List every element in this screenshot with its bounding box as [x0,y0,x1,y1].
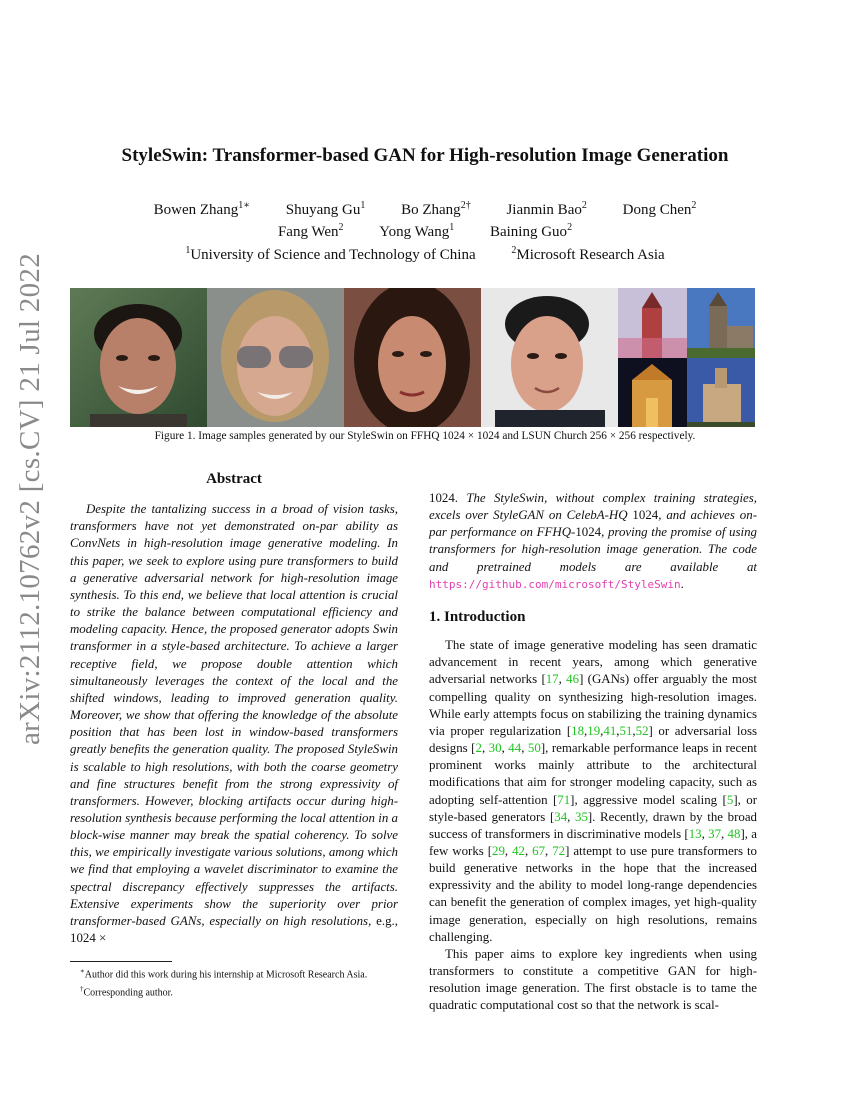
citation-link[interactable]: 5 [726,792,734,807]
citation-link[interactable]: 50 [527,741,541,756]
citation-link[interactable]: 13 [688,826,702,841]
citation-link[interactable]: 18 [571,723,585,738]
figure-1-image-strip [70,288,757,427]
affiliations [0,245,850,264]
church-sample-2 [687,288,756,358]
citation-link[interactable]: 29 [492,843,505,858]
author: Fang Wen$^2$ [277,222,344,240]
generated-face-3 [344,288,481,427]
citation-link[interactable]: 35 [575,809,588,824]
church-sample-1 [618,288,687,358]
generated-face-2 [207,288,344,427]
generated-face-1 [70,288,207,427]
intro-paragraph-1: The state of image generative modeling has seen dramatic advancement in recent years, among which generative adversarial networks [17, 46] (GANs) offer arguably the most compelling quality on synthesizing high-resolution images. While early attempts focus on stabilizing the training dynamics via proper regularization [18,19,41,51,52] or adversarial loss designs [2, 30, 44, 50], remarkable performance leaps in recent prominent works mainly attribute to the architectural modifications that aim for stronger modeling capacity, such as adopting self-attention [71], aggressive model scaling [5], or style-based generators [34, 35]. Recently, drawn by the broad success of transformers in discriminative models [13, 37, 48], a few works [29, 42, 67, 72] attempt to use pure transformers to build generative networks in the hope that the increased expressivity and the ability to model long-range dependencies can benefit the generation of complex images, yet high-quality image generation, especially on high resolutions, remains challenging. [429,638,757,944]
intro-paragraph-2: This paper aims to explore key ingredients when using transformers to constitute a competitive GAN for high-resolution image generation. The first obstacle is to tame the quadratic computational cost so that the network is scal- [429,946,757,1013]
author: Yong Wang$^1$ [379,222,455,240]
author: Bowen Zhang$^{1∗}$ [153,200,251,218]
citation-link[interactable]: 30 [488,741,502,756]
citation-link[interactable]: 37 [708,826,722,841]
citation-link[interactable]: 44 [508,741,522,756]
intro-heading: 1. Introduction [429,608,526,625]
citation-link[interactable]: 41 [603,723,617,738]
author: Bo Zhang$^{2\dagger}$ [401,200,471,218]
church-sample-4 [687,358,756,428]
citation-link[interactable]: 17 [545,672,559,687]
footnote: †Corresponding author. [80,985,173,999]
citation-link[interactable]: 71 [557,792,571,807]
citation-link[interactable]: 52 [635,723,649,738]
citation-link[interactable]: 42 [512,843,525,858]
generated-face-4 [481,288,618,427]
generated-churches-grid [618,288,755,427]
figure-caption: Figure 1. Image samples generated by our StyleSwin on FFHQ 1024 × 1024 and LSUN Church 256 × 256 respectively. [154,430,696,442]
footnote-divider [70,961,172,962]
abstract-body: Despite the tantalizing success in a broad of vision tasks, transformers have not yet demonstrated on-par ability as ConvNets in high-resolution image generative modeling. In this paper, we seek to explore using pure transformers to build a generative adversarial network for high-resolution image synthesis. To this end, we believe that local attention is crucial to strike the balance between computational efficiency and modeling capacity. Hence, the proposed generator adopts Swin transformer in a style-based architecture. To achieve a larger receptive field, we propose double attention which simultaneously leverages the context of the local and the shifted windows, leading to improved generation quality. Moreover, we show that offering the knowledge of the absolute position that has been lost in window-based transformers greatly benefits the generation quality. The proposed StyleSwin is scalable to high resolutions, with both the coarse geometry and fine structures benefit from the strong expressivity of transformers. However, blocking artifacts occur during high-resolution synthesis because performing the local attention in a block-wise manner may break the spatial coherency. To solve this, we empirically investigate various solutions, among which we find that employing a wavelet discriminator to examine the spectral discrepancy effectively suppresses the artifacts. Extensive experiments show the superiority over prior transformer-based GANs, especially on high resolutions, e.g., 1024 × [70,502,398,946]
footnotes [80,964,367,1001]
author: Baining Guo$^2$ [489,222,573,240]
abstract-heading: Abstract [206,471,262,487]
abstract-column [70,471,398,947]
author: Shuyang Gu$^1$ [285,200,366,218]
abstract-continuation: 1024. The StyleSwin, without complex training strategies, excels over StyleGAN on CelebA-HQ 1024, and achieves on-par performance on FFHQ-1024, proving the promise of using transformers for high-resolution image generation. The code and pretrained models are available at https://github.com/microsoft/StyleSwin. [429,491,757,591]
citation-link[interactable]: 72 [552,843,566,858]
footnote: ∗Author did this work during his internship at Microsoft Research Asia. [80,967,368,981]
citation-link[interactable]: 2 [475,741,482,756]
citation-link[interactable]: 48 [727,826,741,841]
church-sample-3 [618,358,687,428]
authors-row-2 [0,222,850,241]
citation-link[interactable]: 67 [532,843,546,858]
affiliation: $^1$University of Science and Technology of China [185,245,476,263]
arxiv-stamp: arXiv:2112.10762v2 [cs.CV] 21 Jul 2022 [14,252,46,745]
affiliation: $^2$Microsoft Research Asia [511,245,665,263]
author: Jianmin Bao$^2$ [506,200,587,218]
citation-link[interactable]: 19 [587,723,601,738]
citation-link[interactable]: 34 [554,809,568,824]
paper-title: StyleSwin: Transformer-based GAN for High-resolution Image Generation [121,145,729,166]
citation-link[interactable]: 51 [619,723,633,738]
authors-row-1 [0,200,850,219]
citation-link[interactable]: 46 [566,672,580,687]
github-link[interactable]: https://github.com/microsoft/StyleSwin [429,577,681,591]
author: Dong Chen$^2$ [622,200,697,218]
right-column [429,490,757,1015]
